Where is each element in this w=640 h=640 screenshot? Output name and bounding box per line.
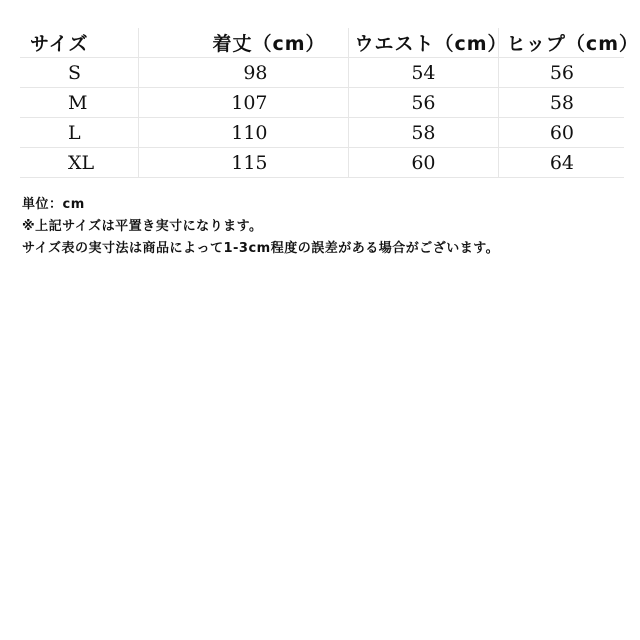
cell-hip: 64 [498,148,624,178]
table-row [20,118,624,148]
size-table [20,28,639,178]
tolerance-note: サイズ表の実寸法は商品によって1-3cm程度の誤差がある場合がございます。 [22,241,500,256]
cell-waist: 56 [348,88,498,118]
cell-waist: 60 [348,148,498,178]
cell-waist: 54 [348,58,498,88]
table-row [20,148,624,178]
header-row [20,28,624,58]
flat-measure-note: ※上記サイズは平置き実寸になります。 [22,219,263,234]
cell-hip: 56 [498,58,624,88]
cell-hip: 60 [498,118,624,148]
header-waist: ウエスト（cm） [348,28,498,58]
cell-length: 98 [138,58,348,88]
table-row [20,88,624,118]
cell-length: 110 [138,118,348,148]
header-hip: ヒップ（cm） [498,28,624,58]
cell-length: 107 [138,88,348,118]
cell-length: 115 [138,148,348,178]
table-row [20,58,624,88]
cell-hip: 58 [498,88,624,118]
size-notes [22,194,634,260]
cell-size: L [20,118,138,148]
cell-size: M [20,88,138,118]
cell-size: S [20,58,138,88]
cell-size: XL [20,148,138,178]
header-length: 着丈（cm） [138,28,348,58]
cell-waist: 58 [348,118,498,148]
header-size: サイズ [20,28,138,58]
unit-note: 単位：cm [22,197,85,212]
